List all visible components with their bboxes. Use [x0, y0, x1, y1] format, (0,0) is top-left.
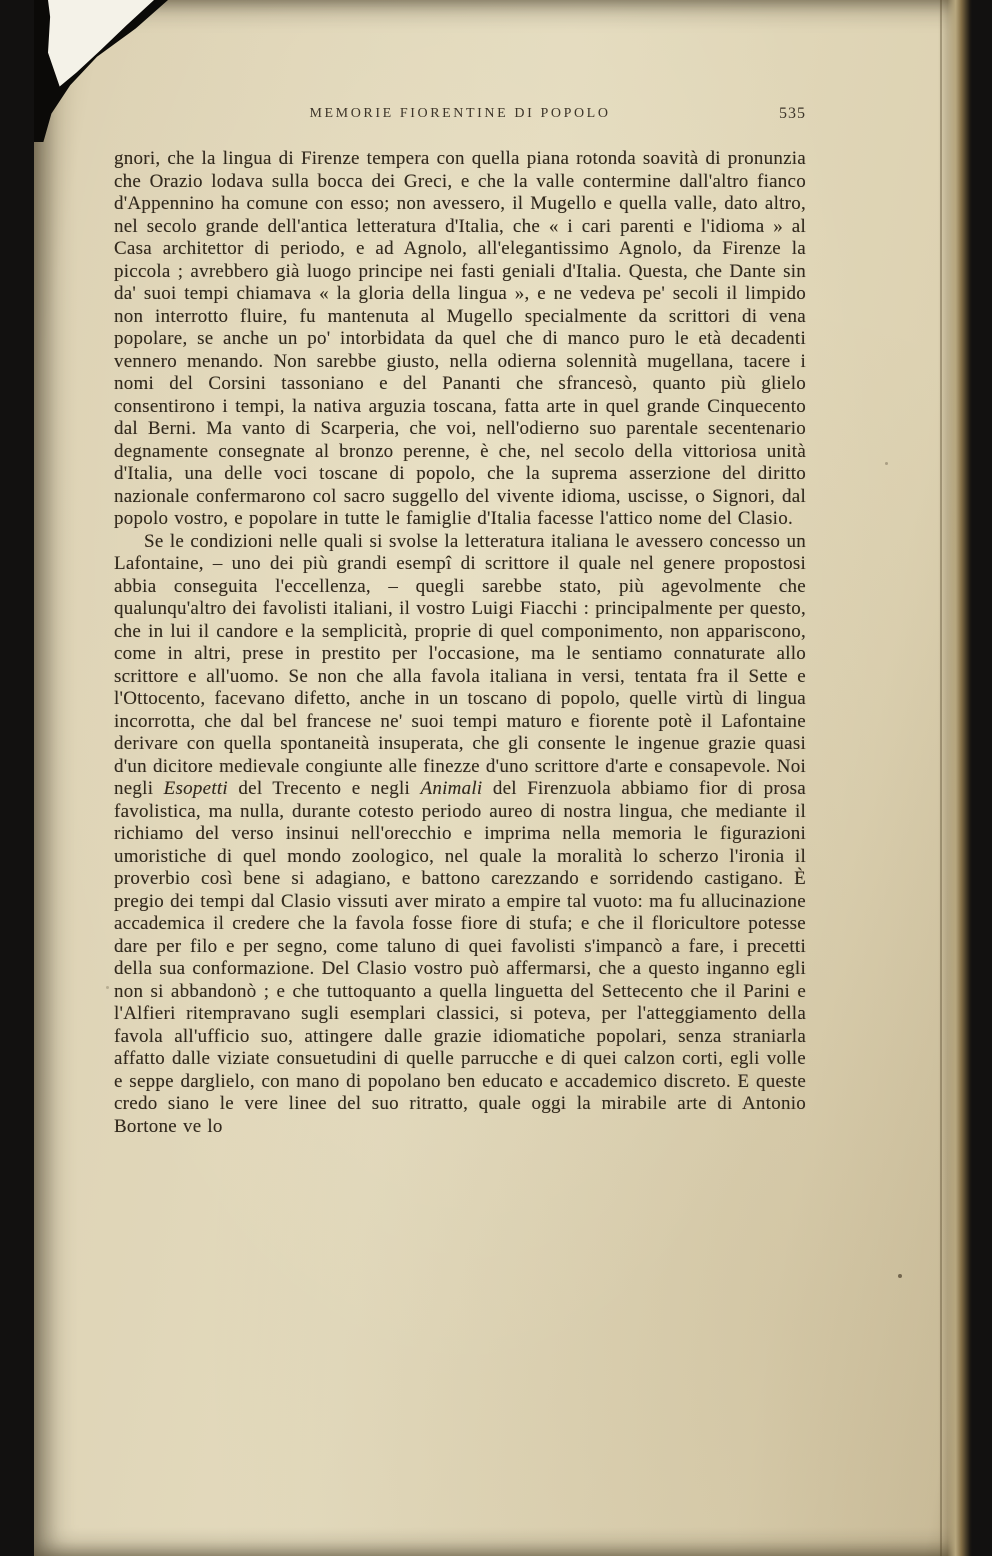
paper-speck	[898, 1274, 902, 1278]
body-text	[114, 148, 806, 1138]
page-number: 535	[779, 105, 806, 122]
text-segment: gnori, che la lingua di Firenze tempera con quella piana rotonda soavità di pronunzia che Orazio lodava sulla bocca dei Greci, e che la valle contermine dall'altro fianco d'Appennino ha comune con esso; non avessero, il Mugello e quella valle, dato altro, nel secolo grande dell'antica letteratura d'Italia, che « i cari parenti e l'idioma » al Casa architettor di periodo, e ad Agnolo, all'elegantissimo Agnolo, da Firenze la piccola ; avrebbero già luogo principe nei fasti geniali d'Italia. Questa, che Dante sin da' suoi tempi chiamava « la gloria della lingua », e ne vedeva pe' secoli il limpido non interrotto fluire, fu mantenuta al Mugello specialmente da scrittori di vena popolare, se anche un po' intorbidata da quel che di manco puro le età decadenti vennero menando. Non sarebbe giusto, nella odierna solennità mugellana, tacere i nomi del Corsini tassoniano e del Pananti che sfrancesò, quanto più glielo consentirono i tempi, la nativa arguzia toscana, fatta arte in quel grande Cinquecento dal Berni. Ma vanto di Scarperia, che voi, nell'odierno suo parentale secentenario degnamente consegnate al bronzo perenne, è che, nel secolo della vittoriosa unità d'Italia, una delle voci toscane di popolo, che la suprema asserzione del diritto nazionale confermarono col sacro suggello del vivente idioma, uscisse, o Signori, dal popolo vostro, e popolare in tutte le famiglie d'Italia facesse l'attico nome del Clasio.	[114, 148, 806, 529]
page-header	[114, 106, 806, 130]
paragraph	[114, 531, 806, 1139]
text-segment: Se le condizioni nelle quali si svolse la letteratura italiana le avessero concesso un Lafontaine, – uno dei più grandi esempî di scrittore il quale nel genere propostosi abbia conseguita l'eccellenza, – quegli sarebbe stato, più agevolmente che qualunqu'altro dei favolisti italiani, il vostro Luigi Fiacchi : principalmente per questo, che in lui il candore e la semplicità, proprie di quel componimento, non appariscono, come in altri, prese in prestito per l'occasione, ma le sentiamo connaturate allo scrittore e all'uomo. Se non che alla favola italiana in versi, tentata fra il Sette e l'Ottocento, facevano difetto, anche in un toscano di popolo, quelle virtù di lingua incorrotta, che dal bel francese ne' suoi tempi maturo e fiorente potè il Lafontaine derivare con quella spontaneità insuperata, che gli consente le ingenue grazie quasi d'un dicitore medievale congiunte alle finezze d'uno scrittore d'arte e consapevole. Noi negli	[114, 530, 806, 799]
text-segment: del Trecento e negli	[227, 778, 421, 799]
paragraph	[114, 148, 806, 531]
text-block	[114, 106, 806, 1138]
text-segment: del Firenzuola abbiamo fior di prosa favolistica, ma nulla, durante cotesto periodo aureo di nostra lingua, che mediante il richiamo del verso insinui nell'orecchio e imprima nella memoria le figurazioni umoristiche di quel mondo zoologico, nel quale la moralità lo scherzo l'ironia il proverbio così bene si adagiano, e battono carezzando e sorridendo castigano. È pregio dei tempi dal Clasio vissuti aver mirato a empire tal vuoto: ma fu allucinazione accademica il credere che la favola fosse fiore di stufa; e che il floricultore potesse dare per filo e per segno, come taluno di quei favolisti s'impancò a fare, i precetti della sua conformazione. Del Clasio vostro può affermarsi, che a questo inganno egli non si abbandonò ; e che tuttoquanto a quella linguetta del Settecento che il Parini e l'Alfieri ritempravano sugli esemplari classici, si poteva, per l'atteggiamento della favola all'ufficio suo, attingere dalle grazie idiomatiche popolari, senza straniarla affatto dalle viziate consuetudini di quelle parrucche e di quei calzon corti, egli volle e seppe darglielo, con mano di popolano ben educato e accademico discreto. E queste credo siano le vere linee del suo ritratto, quale oggi la mirabile arte di Antonio Bortone ve lo	[114, 778, 806, 1137]
page-edge-stack	[938, 0, 972, 1556]
book-page	[34, 0, 972, 1556]
italic-text: Animali	[420, 778, 483, 799]
torn-corner-paper	[48, 0, 154, 94]
running-title: MEMORIE FIORENTINE DI POPOLO	[309, 106, 611, 121]
italic-text: Esopetti	[163, 778, 228, 799]
paper-speck	[106, 986, 109, 989]
paper-speck	[885, 462, 888, 465]
